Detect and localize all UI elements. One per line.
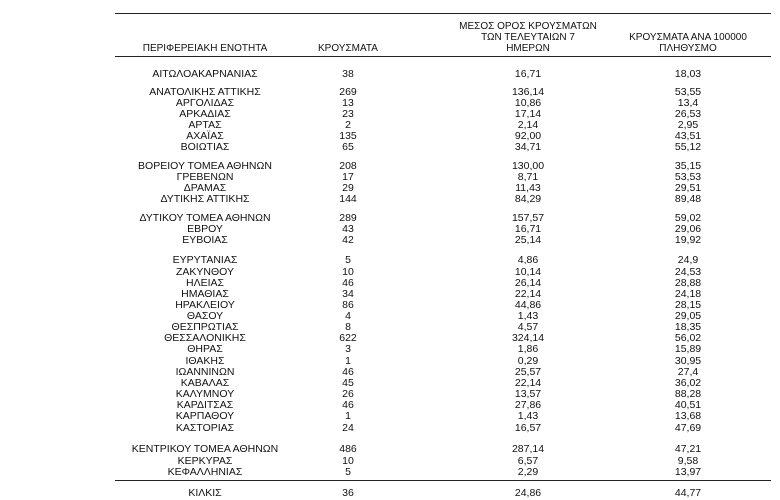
cell-region: ΕΒΡΟΥ — [187, 223, 223, 235]
cell-region: ΕΥΒΟΙΑΣ — [182, 234, 228, 246]
cell-avg7: 24,86 — [514, 487, 542, 499]
cell-cases: 46 — [342, 277, 354, 289]
cell-avg7: 17,14 — [514, 108, 542, 120]
cell-region: ΚΑΡΠΑΘΟΥ — [175, 410, 235, 422]
cell-per100k: 29,05 — [674, 310, 702, 322]
cell-region: ΑΧΑΪΑΣ — [186, 130, 224, 142]
cell-per100k: 13,68 — [674, 410, 702, 422]
cell-region: ΚΑΡΔΙΤΣΑΣ — [176, 399, 234, 411]
cell-avg7: 84,29 — [514, 193, 542, 205]
cell-region: ΙΘΑΚΗΣ — [185, 355, 225, 367]
cell-cases: 23 — [342, 108, 354, 120]
cell-avg7: 1,86 — [517, 343, 539, 355]
cell-region: ΔΡΑΜΑΣ — [183, 182, 227, 194]
table-row — [115, 422, 771, 434]
cell-per100k: 24,18 — [674, 288, 702, 300]
cell-per100k: 43,51 — [674, 130, 702, 142]
cell-cases: 10 — [342, 266, 354, 278]
cell-avg7: 11,43 — [515, 182, 541, 194]
cell-per100k: 27,4 — [677, 366, 699, 378]
header-cases: ΚΡΟΥΣΜΑΤΑ — [318, 43, 378, 54]
cell-avg7: 16,71 — [514, 223, 542, 235]
cell-avg7: 2,14 — [517, 119, 539, 131]
cell-region: ΘΑΣΟΥ — [186, 310, 224, 322]
cell-per100k: 29,06 — [674, 223, 702, 235]
cell-cases: 65 — [342, 141, 354, 153]
cell-region: ΗΡΑΚΛΕΙΟΥ — [175, 299, 235, 311]
cell-cases: 13 — [342, 97, 354, 109]
cell-per100k: 24,9 — [677, 254, 699, 266]
cell-region: ΑΝΑΤΟΛΙΚΗΣ ΑΤΤΙΚΗΣ — [149, 86, 261, 98]
cell-per100k: 9,58 — [677, 455, 699, 467]
cell-per100k: 53,55 — [674, 86, 702, 98]
cell-region: ΑΡΤΑΣ — [188, 119, 222, 131]
cell-region: ΑΡΚΑΔΙΑΣ — [179, 108, 231, 120]
cell-per100k: 56,02 — [674, 332, 702, 344]
cell-region: ΚΑΒΑΛΑΣ — [180, 377, 230, 389]
header-region: ΠΕΡΙΦΕΡΕΙΑΚΗ ΕΝΟΤΗΤΑ — [142, 43, 268, 54]
table-bottom-rule — [115, 480, 771, 481]
cell-per100k: 13,4 — [677, 97, 699, 109]
cell-region: ΑΙΤΩΛΟΑΚΑΡΝΑΝΙΑΣ — [152, 68, 258, 80]
cell-avg7: 2,29 — [517, 466, 539, 478]
cell-region: ΚΕΦΑΛΛΗΝΙΑΣ — [167, 466, 243, 478]
table-row — [115, 410, 771, 422]
cell-per100k: 28,15 — [674, 299, 702, 311]
cell-region: ΘΗΡΑΣ — [187, 343, 223, 355]
cell-cases: 5 — [345, 254, 351, 266]
cell-region: ΔΥΤΙΚΗΣ ΑΤΤΙΚΗΣ — [160, 193, 250, 205]
cell-cases: 269 — [339, 86, 357, 98]
table-row — [115, 443, 771, 455]
cell-per100k: 29,51 — [674, 182, 702, 194]
cell-region: ΚΑΛΥΜΝΟΥ — [175, 388, 235, 400]
cell-avg7: 0,29 — [517, 355, 539, 367]
table-row — [115, 234, 771, 246]
cell-region: ΘΕΣΠΡΩΤΙΑΣ — [171, 321, 239, 333]
cell-region: ΗΛΕΙΑΣ — [185, 277, 224, 289]
cell-avg7: 10,86 — [514, 97, 542, 109]
header-rule — [115, 56, 771, 57]
cell-region: ΓΡΕΒΕΝΩΝ — [176, 171, 234, 183]
cell-avg7: 22,14 — [514, 288, 542, 300]
cell-cases: 45 — [342, 377, 354, 389]
cell-region: ΙΩΑΝΝΙΝΩΝ — [175, 366, 235, 378]
cell-avg7: 324,14 — [511, 332, 545, 344]
cell-per100k: 18,35 — [674, 321, 702, 333]
cell-region: ΖΑΚΥΝΘΟΥ — [175, 266, 234, 278]
table-row — [115, 141, 771, 153]
cell-per100k: 89,48 — [674, 193, 702, 205]
header-per100k: ΚΡΟΥΣΜΑΤΑ ΑΝΑ 100000 ΠΛΗΘΥΣΜΟ — [629, 32, 747, 54]
cell-per100k: 55,12 — [674, 141, 702, 153]
cell-avg7: 26,14 — [514, 277, 542, 289]
cell-avg7: 25,14 — [514, 234, 542, 246]
cell-cases: 86 — [342, 299, 354, 311]
cell-cases: 17 — [342, 171, 354, 183]
cell-cases: 42 — [342, 234, 354, 246]
cell-cases: 3 — [345, 343, 351, 355]
cell-per100k: 18,03 — [674, 68, 702, 80]
cell-per100k: 35,15 — [674, 160, 702, 172]
cell-avg7: 1,43 — [517, 310, 539, 322]
cell-per100k: 36,02 — [674, 377, 702, 389]
cell-cases: 26 — [342, 388, 354, 400]
cell-cases: 135 — [339, 130, 357, 142]
cell-avg7: 287,14 — [511, 443, 545, 455]
cell-per100k: 26,53 — [674, 108, 702, 120]
cell-region: ΗΜΑΘΙΑΣ — [181, 288, 229, 300]
cell-per100k: 28,88 — [674, 277, 702, 289]
cell-per100k: 30,95 — [674, 355, 702, 367]
cell-per100k: 44,77 — [674, 487, 702, 499]
cell-region: ΒΟΙΩΤΙΑΣ — [180, 141, 230, 153]
cell-cases: 46 — [342, 366, 354, 378]
cell-cases: 8 — [345, 321, 351, 333]
cell-cases: 289 — [339, 212, 357, 224]
cell-avg7: 34,71 — [514, 141, 542, 153]
table-row — [115, 343, 771, 355]
cell-cases: 36 — [342, 487, 354, 499]
cell-per100k: 13,97 — [674, 466, 702, 478]
cell-avg7: 16,57 — [514, 422, 542, 434]
header-avg7: ΜΕΣΟΣ ΟΡΟΣ ΚΡΟΥΣΜΑΤΩΝ ΤΩΝ ΤΕΛΕΥΤΑΙΩΝ 7 ΗΜΕΡΩΝ — [459, 21, 597, 54]
cell-per100k: 88,28 — [674, 388, 702, 400]
cell-region: ΒΟΡΕΙΟΥ ΤΟΜΕΑ ΑΘΗΝΩΝ — [138, 160, 272, 172]
cell-region: ΚΑΣΤΟΡΙΑΣ — [175, 422, 235, 434]
cell-region: ΚΙΛΚΙΣ — [188, 487, 222, 499]
cell-avg7: 16,71 — [514, 68, 542, 80]
cell-avg7: 27,86 — [514, 399, 542, 411]
cell-avg7: 92,00 — [514, 130, 542, 142]
cell-region: ΑΡΓΟΛΙΔΑΣ — [175, 97, 235, 109]
table-row — [115, 487, 771, 499]
cell-avg7: 157,57 — [511, 212, 545, 224]
cell-per100k: 59,02 — [674, 212, 702, 224]
table-row — [115, 466, 771, 478]
cell-cases: 5 — [345, 466, 351, 478]
cell-avg7: 25,57 — [514, 366, 542, 378]
cell-cases: 144 — [339, 193, 357, 205]
cell-avg7: 6,57 — [517, 455, 539, 467]
cell-avg7: 22,14 — [514, 377, 542, 389]
cell-avg7: 10,14 — [514, 266, 542, 278]
cell-avg7: 8,71 — [517, 171, 539, 183]
cell-cases: 486 — [339, 443, 357, 455]
cell-avg7: 1,43 — [517, 410, 539, 422]
cell-per100k: 47,21 — [674, 443, 702, 455]
cell-cases: 2 — [345, 119, 351, 131]
cell-cases: 24 — [342, 422, 354, 434]
cell-region: ΚΕΝΤΡΙΚΟΥ ΤΟΜΕΑ ΑΘΗΝΩΝ — [131, 443, 279, 455]
cell-per100k: 40,51 — [674, 399, 702, 411]
cell-cases: 10 — [342, 455, 354, 467]
cell-region: ΚΕΡΚΥΡΑΣ — [177, 455, 233, 467]
cell-per100k: 53,53 — [674, 171, 702, 183]
cell-per100k: 24,53 — [674, 266, 702, 278]
cell-cases: 29 — [342, 182, 354, 194]
cell-avg7: 130,00 — [511, 160, 545, 172]
cell-cases: 38 — [342, 68, 354, 80]
table-row — [115, 68, 771, 80]
cell-avg7: 4,86 — [517, 254, 539, 266]
cell-cases: 622 — [339, 332, 357, 344]
cell-cases: 43 — [342, 223, 354, 235]
cell-avg7: 13,57 — [514, 388, 542, 400]
cell-per100k: 47,69 — [674, 422, 702, 434]
cell-avg7: 44,86 — [514, 299, 542, 311]
cell-region: ΕΥΡΥΤΑΝΙΑΣ — [172, 254, 238, 266]
cell-avg7: 4,57 — [517, 321, 539, 333]
table-row — [115, 193, 771, 205]
cell-per100k: 19,92 — [674, 234, 702, 246]
cell-per100k: 15,89 — [674, 343, 702, 355]
cell-cases: 208 — [339, 160, 357, 172]
cell-cases: 46 — [342, 399, 354, 411]
cell-cases: 1 — [345, 355, 351, 367]
cell-cases: 4 — [345, 310, 351, 322]
cell-avg7: 136,14 — [511, 86, 545, 98]
cell-per100k: 2,95 — [677, 119, 699, 131]
cell-cases: 34 — [342, 288, 354, 300]
cell-region: ΘΕΣΣΑΛΟΝΙΚΗΣ — [164, 332, 246, 344]
cell-region: ΔΥΤΙΚΟΥ ΤΟΜΕΑ ΑΘΗΝΩΝ — [139, 212, 271, 224]
table-top-rule — [115, 13, 771, 14]
cell-cases: 1 — [345, 410, 351, 422]
table-row — [115, 254, 771, 266]
